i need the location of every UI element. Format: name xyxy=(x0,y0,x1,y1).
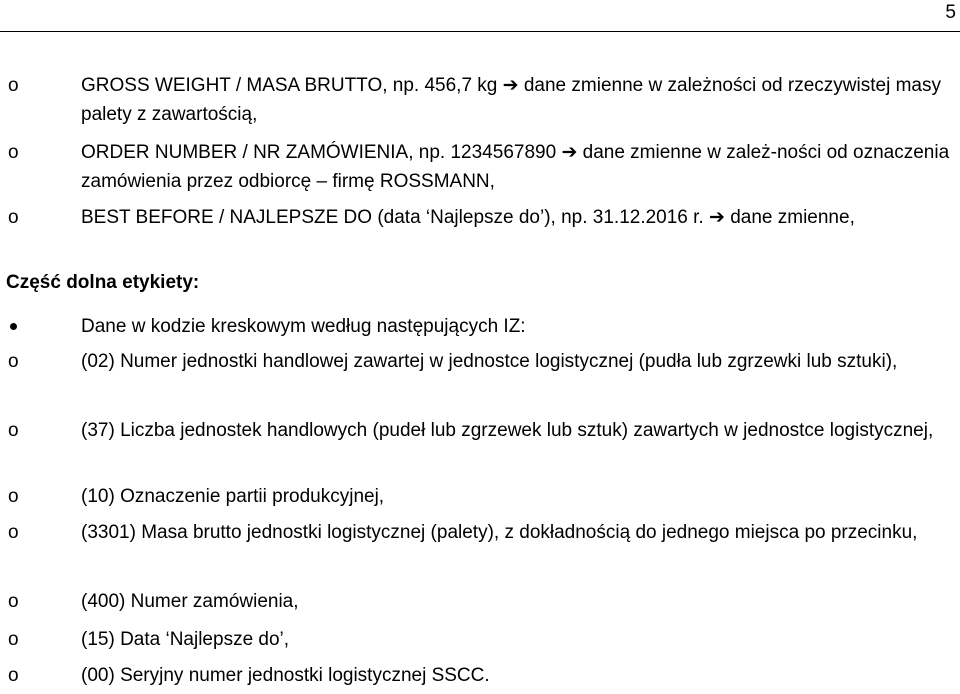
list-marker: o xyxy=(8,486,19,507)
best-before-text: BEST BEFORE / NAJLEPSZE DO (data ‘Najlepsze do’), np. 31.12.2016 r. xyxy=(81,207,704,228)
right-arrow-icon: ➔ xyxy=(709,206,725,228)
sub-item-text: (02) Numer jednostki handlowej zawartej w jednostce logistycznej (pudła lub zgrzewki lub sztuki), xyxy=(81,351,898,372)
list-marker: o xyxy=(8,522,19,543)
order-number-description: dane zmienne w zależ-ności od oznaczenia zamówienia przez odbiorcę – firmę ROSSMANN, xyxy=(81,142,950,192)
gross-weight-description: dane zmienne w zależności od rzeczywistej masy palety z zawartością, xyxy=(81,75,941,125)
list-marker: o xyxy=(8,207,19,228)
list-item-text xyxy=(81,71,955,129)
best-before-description: dane zmienne, xyxy=(730,207,855,228)
sub-item-text: (400) Numer zamówienia, xyxy=(81,591,299,612)
sub-item-text: (37) Liczba jednostek handlowych (pudeł lub zgrzewek lub sztuk) zawartych w jednostce logistycznej, xyxy=(81,420,934,441)
list-marker: o xyxy=(8,75,19,96)
header-rule xyxy=(0,31,960,32)
page-number: 5 xyxy=(945,2,956,23)
order-number-text: ORDER NUMBER / NR ZAMÓWIENIA, np. 1234567890 xyxy=(81,142,557,163)
bullet-item-text: Dane w kodzie kreskowym według następujących IZ: xyxy=(81,316,526,337)
list-marker: o xyxy=(8,629,19,650)
bullet-dot-icon xyxy=(10,323,17,330)
right-arrow-icon: ➔ xyxy=(502,74,519,96)
right-arrow-icon: ➔ xyxy=(561,141,578,163)
gross-weight-text: GROSS WEIGHT / MASA BRUTTO, np. 456,7 kg xyxy=(81,75,498,96)
list-item-text xyxy=(81,138,955,196)
list-marker: o xyxy=(8,351,19,372)
list-marker: o xyxy=(8,665,19,686)
sub-item-text: (3301) Masa brutto jednostki logistycznej (palety), z dokładnością do jednego miejsca po przecinku, xyxy=(81,522,918,543)
list-marker: o xyxy=(8,420,19,441)
section-heading: Część dolna etykiety: xyxy=(6,272,200,293)
sub-item-text: (00) Seryjny numer jednostki logistycznej SSCC. xyxy=(81,665,490,686)
sub-item-text: (15) Data ‘Najlepsze do’, xyxy=(81,629,290,650)
sub-item-text: (10) Oznaczenie partii produkcyjnej, xyxy=(81,486,385,507)
list-marker: o xyxy=(8,142,19,163)
list-marker: o xyxy=(8,591,19,612)
list-item-text xyxy=(81,203,955,232)
